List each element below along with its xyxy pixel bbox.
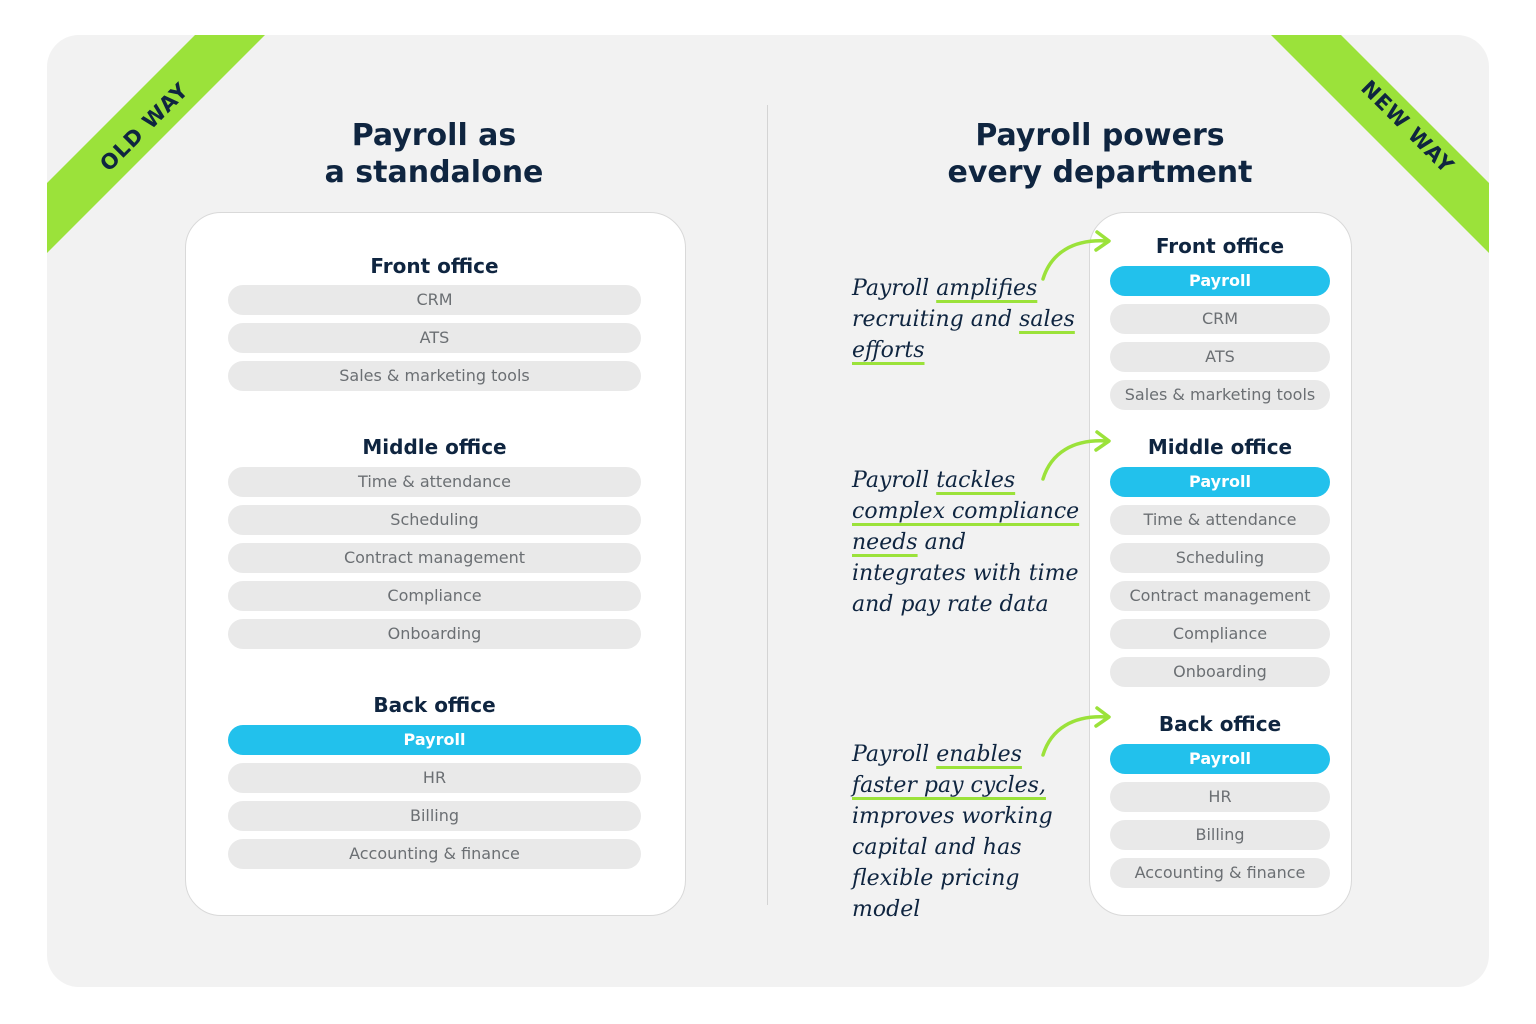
new-way-label: NEW WAY bbox=[1356, 75, 1459, 179]
list-item: Accounting & finance bbox=[228, 839, 641, 869]
list-item: HR bbox=[1110, 782, 1330, 812]
left-back-office-title: Back office bbox=[373, 693, 496, 717]
note-text: improves working capital and has flexible pricing model bbox=[852, 804, 1053, 922]
list-item: Time & attendance bbox=[228, 467, 641, 497]
list-item: Compliance bbox=[1110, 619, 1330, 649]
list-item: Scheduling bbox=[228, 505, 641, 535]
note-emphasis: tackles complex compliance needs bbox=[852, 468, 1080, 555]
list-item: CRM bbox=[228, 285, 641, 315]
list-item: Contract management bbox=[228, 543, 641, 573]
list-item: Contract management bbox=[1110, 581, 1330, 611]
left-middle-office-title: Middle office bbox=[362, 435, 507, 459]
left-title-line1: Payroll as bbox=[351, 118, 517, 153]
right-middle-office-title: Middle office bbox=[1147, 435, 1293, 459]
note-text: Payroll bbox=[852, 276, 937, 301]
list-item: ATS bbox=[228, 323, 641, 353]
note-emphasis: enables faster pay cycles, bbox=[852, 742, 1046, 798]
left-front-office-title: Front office bbox=[370, 254, 499, 278]
list-item: Sales & marketing tools bbox=[228, 361, 641, 391]
payroll-highlight: Payroll bbox=[1110, 744, 1330, 774]
note-text: Payroll bbox=[852, 742, 937, 767]
right-title-line2: every department bbox=[947, 155, 1253, 190]
arrow-icon bbox=[1037, 703, 1121, 763]
payroll-highlight: Payroll bbox=[1110, 266, 1330, 296]
list-item: CRM bbox=[1110, 304, 1330, 334]
list-item: Sales & marketing tools bbox=[1110, 380, 1330, 410]
list-item: Accounting & finance bbox=[1110, 858, 1330, 888]
payroll-highlight: Payroll bbox=[1110, 467, 1330, 497]
right-title-line1: Payroll powers bbox=[975, 118, 1225, 153]
list-item: Scheduling bbox=[1110, 543, 1330, 573]
note-emphasis: amplifies bbox=[936, 276, 1038, 301]
note-emphasis: sales efforts bbox=[852, 307, 1075, 363]
list-item: Onboarding bbox=[228, 619, 641, 649]
payroll-highlight: Payroll bbox=[228, 725, 641, 755]
right-front-office-title: Front office bbox=[1155, 234, 1285, 258]
note-text: and integrates with time and pay rate data bbox=[852, 530, 1079, 617]
left-title bbox=[284, 117, 584, 191]
note-middle-office bbox=[852, 465, 1082, 620]
list-item: Billing bbox=[228, 801, 641, 831]
list-item: Time & attendance bbox=[1110, 505, 1330, 535]
note-back-office bbox=[852, 739, 1082, 925]
right-title bbox=[930, 117, 1270, 191]
right-back-office-title: Back office bbox=[1158, 712, 1282, 736]
old-way-label: OLD WAY bbox=[95, 77, 194, 177]
arrow-icon bbox=[1037, 227, 1121, 287]
comparison-panel bbox=[47, 35, 1489, 987]
list-item: Compliance bbox=[228, 581, 641, 611]
list-item: ATS bbox=[1110, 342, 1330, 372]
divider bbox=[767, 105, 768, 905]
arrow-icon bbox=[1037, 427, 1121, 487]
note-text: Payroll bbox=[852, 468, 937, 493]
left-title-line2: a standalone bbox=[324, 155, 544, 190]
note-text: recruiting and bbox=[852, 307, 1020, 332]
list-item: Onboarding bbox=[1110, 657, 1330, 687]
list-item: HR bbox=[228, 763, 641, 793]
list-item: Billing bbox=[1110, 820, 1330, 850]
